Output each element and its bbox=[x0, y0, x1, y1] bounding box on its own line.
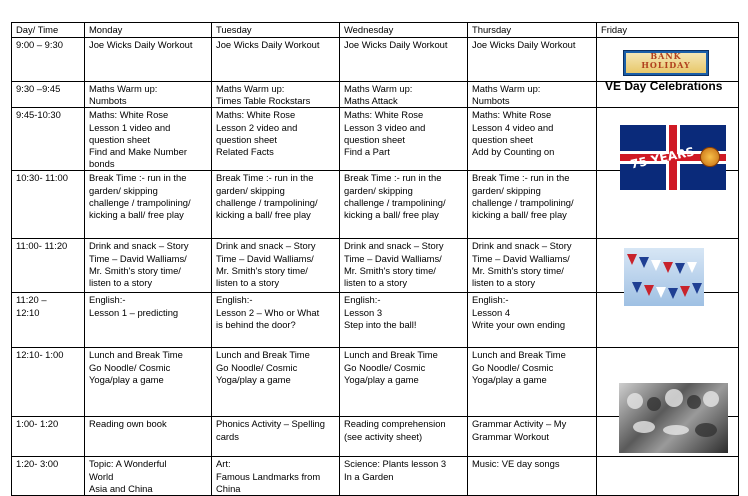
cell-line: Break Time :- run in the bbox=[344, 172, 442, 184]
cell-line: garden/ skipping bbox=[472, 184, 541, 196]
monday-cell bbox=[85, 293, 212, 348]
cell-line: Time – David Walliams/ bbox=[344, 252, 442, 264]
cell-line: 9:00 – 9:30 bbox=[16, 39, 63, 50]
cell-line: Lesson 4 video and bbox=[472, 121, 554, 133]
cell-line: Numbots bbox=[89, 95, 127, 107]
wednesday-cell bbox=[340, 293, 468, 348]
tuesday-cell bbox=[212, 417, 340, 457]
cell-line: kicking a ball/ free play bbox=[89, 209, 184, 221]
cell-line: Lunch and Break Time bbox=[216, 349, 310, 361]
cell-line: bonds bbox=[89, 158, 115, 170]
header-tuesday: Tuesday bbox=[212, 23, 340, 38]
cell-line: Drink and snack – Story bbox=[216, 240, 316, 252]
tuesday-cell bbox=[212, 239, 340, 293]
cell-line: Break Time :- run in the bbox=[472, 172, 570, 184]
cell-line: Lesson 2 – Who or What bbox=[216, 306, 320, 318]
cell-line: Maths Warm up: bbox=[472, 83, 541, 94]
cell-line: 12:10- 1:00 bbox=[16, 349, 64, 361]
cell-line: Maths: White Rose bbox=[472, 109, 552, 121]
tuesday-cell bbox=[212, 348, 340, 417]
cell-line: kicking a ball/ free play bbox=[472, 209, 567, 221]
cell-line: kicking a ball/ free play bbox=[344, 209, 439, 221]
cell-line: Go Noodle/ Cosmic bbox=[216, 361, 298, 373]
header-friday: Friday bbox=[597, 23, 739, 38]
thursday-cell bbox=[468, 171, 597, 239]
monday-cell bbox=[85, 108, 212, 171]
cell-line: Drink and snack – Story bbox=[89, 240, 189, 252]
cell-line: Maths Warm up: bbox=[89, 83, 158, 94]
cell-line: Times Table Rockstars bbox=[216, 95, 311, 107]
cell-line: 11:20 – bbox=[16, 294, 47, 306]
cell-line: Asia and China bbox=[89, 482, 153, 494]
ve-day-title: VE Day Celebrations bbox=[605, 79, 723, 93]
cell-line: Reading comprehension bbox=[344, 418, 446, 430]
header-monday: Monday bbox=[85, 23, 212, 38]
wednesday-cell bbox=[340, 348, 468, 417]
monday-cell bbox=[85, 82, 212, 108]
wednesday-cell bbox=[340, 239, 468, 293]
bank-holiday-text-1: BANK bbox=[650, 51, 682, 61]
wednesday-cell bbox=[340, 82, 468, 108]
cell-line: China bbox=[216, 482, 241, 494]
header-day-time: Day/ Time bbox=[12, 23, 85, 38]
cell-line: Joe Wicks Daily Workout bbox=[344, 39, 448, 50]
cell-line: question sheet bbox=[89, 133, 150, 145]
time-cell bbox=[12, 82, 85, 108]
union-jack-75-years-image bbox=[620, 125, 726, 190]
cell-line: Mr. Smith's story time/ bbox=[344, 264, 436, 276]
monday-cell bbox=[85, 348, 212, 417]
cell-line: listen to a story bbox=[344, 277, 408, 289]
friday-column-pictures bbox=[601, 37, 743, 442]
cell-line: In a Garden bbox=[344, 470, 394, 482]
cell-line: Grammar Activity – My bbox=[472, 418, 567, 430]
cell-line: Find a Part bbox=[344, 146, 390, 158]
cell-line: challenge / trampolining/ bbox=[472, 196, 574, 208]
cell-line: Drink and snack – Story bbox=[344, 240, 444, 252]
cell-line: Go Noodle/ Cosmic bbox=[344, 361, 426, 373]
cell-line: (see activity sheet) bbox=[344, 430, 423, 442]
cell-line: 12:10 bbox=[16, 306, 40, 318]
cell-line: Maths: White Rose bbox=[344, 109, 424, 121]
thursday-cell bbox=[468, 348, 597, 417]
medal-icon bbox=[700, 147, 720, 167]
cell-line: Famous Landmarks from bbox=[216, 470, 321, 482]
cell-line: Step into the ball! bbox=[344, 318, 417, 330]
wednesday-cell bbox=[340, 38, 468, 82]
thursday-cell bbox=[468, 38, 597, 82]
cell-line: Break Time :- run in the bbox=[89, 172, 187, 184]
time-cell bbox=[12, 417, 85, 457]
cell-line: Phonics Activity – Spelling bbox=[216, 418, 325, 430]
time-cell bbox=[12, 171, 85, 239]
cell-line: 9:30 –9:45 bbox=[16, 83, 61, 94]
cell-line: listen to a story bbox=[216, 277, 280, 289]
cell-line: English:- bbox=[344, 294, 381, 306]
bank-holiday-banner-image bbox=[623, 50, 709, 76]
cell-line: Maths Warm up: bbox=[344, 83, 413, 94]
cell-line: Science: Plants lesson 3 bbox=[344, 458, 447, 470]
cell-line: Lesson 3 video and bbox=[344, 121, 426, 133]
tuesday-cell bbox=[212, 108, 340, 171]
thursday-cell bbox=[468, 239, 597, 293]
cell-line: is behind the door? bbox=[216, 318, 296, 330]
cell-line: Related Facts bbox=[216, 146, 274, 158]
wednesday-cell bbox=[340, 108, 468, 171]
cell-line: Lesson 4 bbox=[472, 306, 511, 318]
cell-line: question sheet bbox=[216, 133, 277, 145]
cell-line: challenge / trampolining/ bbox=[344, 196, 446, 208]
monday-cell bbox=[85, 171, 212, 239]
cell-line: Find and Make Number bbox=[89, 146, 187, 158]
cell-line: question sheet bbox=[344, 133, 405, 145]
time-cell bbox=[12, 38, 85, 82]
bank-holiday-text-2: HOLIDAY bbox=[641, 60, 691, 70]
cell-line: 9:45-10:30 bbox=[16, 109, 61, 121]
cell-line: Drink and snack – Story bbox=[472, 240, 572, 252]
cell-line: listen to a story bbox=[472, 277, 536, 289]
cell-line: Yoga/play a game bbox=[89, 373, 164, 385]
cell-line: Grammar Workout bbox=[472, 430, 549, 442]
cell-line: cards bbox=[216, 430, 239, 442]
thursday-cell bbox=[468, 82, 597, 108]
thursday-cell bbox=[468, 108, 597, 171]
cell-line: Mr. Smith's story time/ bbox=[216, 264, 308, 276]
header-thursday: Thursday bbox=[468, 23, 597, 38]
cell-line: Lunch and Break Time bbox=[472, 349, 566, 361]
time-cell bbox=[12, 239, 85, 293]
cell-line: kicking a ball/ free play bbox=[216, 209, 311, 221]
cell-line: Joe Wicks Daily Workout bbox=[472, 39, 576, 50]
cell-line: World bbox=[89, 470, 114, 482]
cell-line: Maths Warm up: bbox=[216, 83, 285, 94]
cell-line: Time – David Walliams/ bbox=[472, 252, 570, 264]
header-row bbox=[12, 23, 739, 38]
cell-line: English:- bbox=[472, 294, 509, 306]
tuesday-cell bbox=[212, 38, 340, 82]
tuesday-cell bbox=[212, 82, 340, 108]
cell-line: Lesson 1 video and bbox=[89, 121, 171, 133]
time-cell bbox=[12, 293, 85, 348]
cell-line: 1:20- 3:00 bbox=[16, 458, 59, 470]
cell-line: garden/ skipping bbox=[344, 184, 413, 196]
time-cell bbox=[12, 108, 85, 171]
cell-line: Numbots bbox=[472, 95, 510, 107]
cell-line: question sheet bbox=[472, 133, 533, 145]
cell-line: Mr. Smith's story time/ bbox=[472, 264, 564, 276]
cell-line: Go Noodle/ Cosmic bbox=[472, 361, 554, 373]
cell-line: English:- bbox=[216, 294, 253, 306]
tuesday-cell bbox=[212, 293, 340, 348]
cell-line: 1:00- 1:20 bbox=[16, 418, 59, 430]
cell-line: Write your own ending bbox=[472, 318, 566, 330]
cell-line: Art: bbox=[216, 458, 231, 470]
bunting-flags-image bbox=[624, 248, 704, 306]
monday-cell bbox=[85, 417, 212, 457]
cell-line: Music: VE day songs bbox=[472, 458, 560, 470]
cell-line: Maths Attack bbox=[344, 95, 398, 107]
cell-line: listen to a story bbox=[89, 277, 153, 289]
time-cell bbox=[12, 348, 85, 417]
cell-line: Joe Wicks Daily Workout bbox=[89, 39, 193, 50]
cell-line: Yoga/play a game bbox=[344, 373, 419, 385]
cell-line: Lesson 1 – predicting bbox=[89, 306, 179, 318]
cell-line: Time – David Walliams/ bbox=[216, 252, 314, 264]
cell-line: challenge / trampolining/ bbox=[89, 196, 191, 208]
cell-line: garden/ skipping bbox=[216, 184, 285, 196]
cell-line: Mr. Smith's story time/ bbox=[89, 264, 181, 276]
cell-line: Yoga/play a game bbox=[216, 373, 291, 385]
cell-line: Add by Counting on bbox=[472, 146, 555, 158]
monday-cell bbox=[85, 38, 212, 82]
cell-line: Go Noodle/ Cosmic bbox=[89, 361, 171, 373]
cell-line: Joe Wicks Daily Workout bbox=[216, 39, 320, 50]
cell-line: garden/ skipping bbox=[89, 184, 158, 196]
header-wednesday: Wednesday bbox=[340, 23, 468, 38]
years-text: 75 YEARS bbox=[629, 144, 696, 172]
monday-cell bbox=[85, 239, 212, 293]
cell-line: Time – David Walliams/ bbox=[89, 252, 187, 264]
cell-line: Lunch and Break Time bbox=[89, 349, 183, 361]
cell-line: Lunch and Break Time bbox=[344, 349, 438, 361]
cell-line: Reading own book bbox=[89, 418, 167, 430]
cell-line: Maths: White Rose bbox=[216, 109, 296, 121]
cell-line: Maths: White Rose bbox=[89, 109, 169, 121]
tuesday-cell bbox=[212, 171, 340, 239]
cell-line: Topic: A Wonderful bbox=[89, 458, 167, 470]
cell-line: Break Time :- run in the bbox=[216, 172, 314, 184]
cell-line: Lesson 3 bbox=[344, 306, 383, 318]
cell-line: 11:00- 11:20 bbox=[16, 240, 68, 252]
thursday-cell bbox=[468, 293, 597, 348]
cell-line: 10:30- 11:00 bbox=[16, 172, 68, 184]
cell-line: Yoga/play a game bbox=[472, 373, 547, 385]
wednesday-cell bbox=[340, 417, 468, 457]
cell-line: Lesson 2 video and bbox=[216, 121, 298, 133]
thursday-cell bbox=[468, 417, 597, 457]
cell-line: challenge / trampolining/ bbox=[216, 196, 318, 208]
cell-line: English:- bbox=[89, 294, 126, 306]
wednesday-cell bbox=[340, 171, 468, 239]
street-party-photo-image bbox=[619, 383, 728, 453]
